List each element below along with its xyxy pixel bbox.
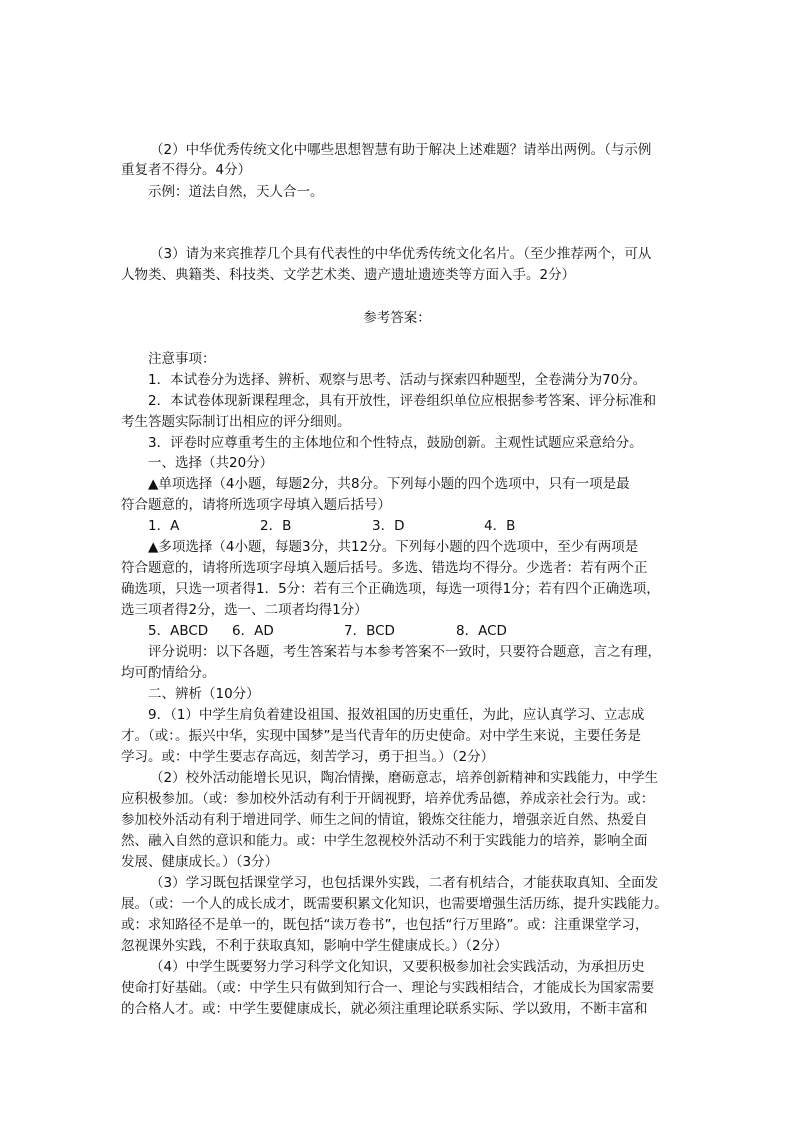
single-choice-line-1: ▲单项选择（4小题，每题2分，共8分。下列每小题的四个选项中，只有一项是最 [148, 476, 630, 492]
answer-2: 2．B [260, 518, 292, 534]
q2-example: 示例：道法自然，天人合一。 [148, 184, 324, 200]
answer-5: 5．ABCD [148, 623, 209, 639]
a9-2-line-1: （2）校外活动能增长见识，陶冶情操，磨砺意志，培养创新精神和实践能力，中学生 [150, 770, 659, 786]
a9-4-line-3: 的合格人才。或：中学生要健康成长，就必须注重理论联系实际、学以致用，不断丰富和 [121, 1001, 648, 1017]
section1-title: 一、选择（共20分） [148, 455, 274, 471]
q2-line-2: 重复者不得分。4分） [121, 162, 252, 178]
a9-2-line-5: 发展、健康成长。）（3分） [121, 854, 279, 870]
a9-2-line-2: 应积极参加。（或：参加校外活动有利于开阔视野，培养优秀品德，养成亲社会行为。或： [121, 791, 655, 807]
a9-3-line-2: 展。（或：一个人的成长成才，既需要积累文化知识，也需要增强生活历练，提升实践能力。 [121, 896, 668, 912]
a9-3-line-3: 或：求知路径不是单一的，既包括“读万卷书”，也包括“行万里路”。或：注重课堂学习， [121, 917, 649, 933]
single-choice-line-2: 符合题意的，请将所选项字母填入题后括号） [121, 497, 391, 513]
a9-4-line-1: （4）中学生既要努力学习科学文化知识，又要积极参加社会实践活动，为承担历史 [150, 959, 645, 975]
a9-1-line-2: 才。（或：。振兴中华，实现中国梦”是当代青年的历史使命。对中学生来说，主要任务是 [121, 728, 641, 744]
answer-3: 3．D [372, 518, 405, 534]
a9-1-line-1: 9．（1）中学生肩负着建设祖国、报效祖国的历史重任，为此，应认真学习、立志成 [148, 707, 645, 723]
a9-4-line-2: 使命打好基础。（或：中学生只有做到知行合一、理论与实践相结合，才能成长为国家需要 [121, 980, 655, 996]
q2-line-1: （2）中华优秀传统文化中哪些思想智慧有助于解决上述难题？请举出两例。（与示例 [150, 142, 652, 158]
single-choice-answers [0, 516, 515, 536]
eval-note-line-1: 评分说明：以下各题，考生答案若与本参考答案不一致时，只要符合题意，言之有理， [148, 644, 661, 660]
section2-title: 二、辨析（10分） [148, 686, 260, 702]
multi-choice-answers [0, 621, 507, 641]
a9-3-line-4: 忽视课外实践，不利于获取真知，影响中学生健康成长。）（2分） [121, 938, 508, 954]
note-2-line-1: 2．本试卷体现新课程理念，具有开放性，评卷组织单位应根据参考答案、评分标准和 [148, 393, 657, 409]
multi-choice-line-1: ▲多项选择（4小题，每题3分，共12分。下列每小题的四个选项中，至少有两项是 [148, 539, 639, 555]
q3-line-2: 人物类、典籍类、科技类、文学艺术类、遗产遗址遗迹类等方面入手。2分） [121, 267, 576, 283]
answer-7: 7．BCD [344, 623, 395, 639]
note-2-line-2: 考生答题实际制订出相应的评分细则。 [121, 414, 351, 430]
a9-2-line-3: 参加校外活动有利于增进同学、师生之间的情谊，锻炼交往能力，增强亲近自然、热爱自 [121, 812, 648, 828]
multi-choice-line-2: 符合题意的，请将所选项字母填入题后括号。多选、错选均不得分。少选者：若有两个正 [121, 560, 648, 576]
notes-heading: 注意事项： [148, 351, 216, 367]
answer-6: 6．AD [232, 623, 274, 639]
note-1: 1．本试卷分为选择、辨析、观察与思考、活动与探索四种题型，全卷满分为70分。 [148, 372, 647, 388]
eval-note-line-2: 均可酌情给分。 [121, 665, 216, 681]
a9-1-line-3: 学习。或：中学生要志存高远，刻苦学习，勇于担当。）（2分） [121, 749, 495, 765]
note-3: 3．评卷时应尊重考生的主体地位和个性特点，鼓励创新。主观性试题应采意给分。 [148, 435, 643, 451]
a9-2-line-4: 然、融入自然的意识和能力。或：中学生忽视校外活动不利于实践能力的培养，影响全面 [121, 833, 648, 849]
multi-choice-line-4: 选三项者得2分，选一、二项者均得1分） [121, 602, 368, 618]
multi-choice-line-3: 确选项，只选一项者得1．5分：若有三个正确选项，每选一项得1分；若有四个正确选项， [121, 581, 660, 597]
answer-8: 8．ACD [456, 623, 507, 639]
answer-4: 4．B [484, 518, 516, 534]
q3-line-1: （3）请为来宾推荐几个具有代表性的中华优秀传统文化名片。（至少推荐两个，可从 [150, 246, 652, 262]
a9-3-line-1: （3）学习既包括课堂学习，也包括课外实践，二者有机结合，才能获取真知、全面发 [150, 875, 659, 891]
answer-title: 参考答案： [363, 310, 431, 326]
answer-1: 1．A [148, 518, 180, 534]
